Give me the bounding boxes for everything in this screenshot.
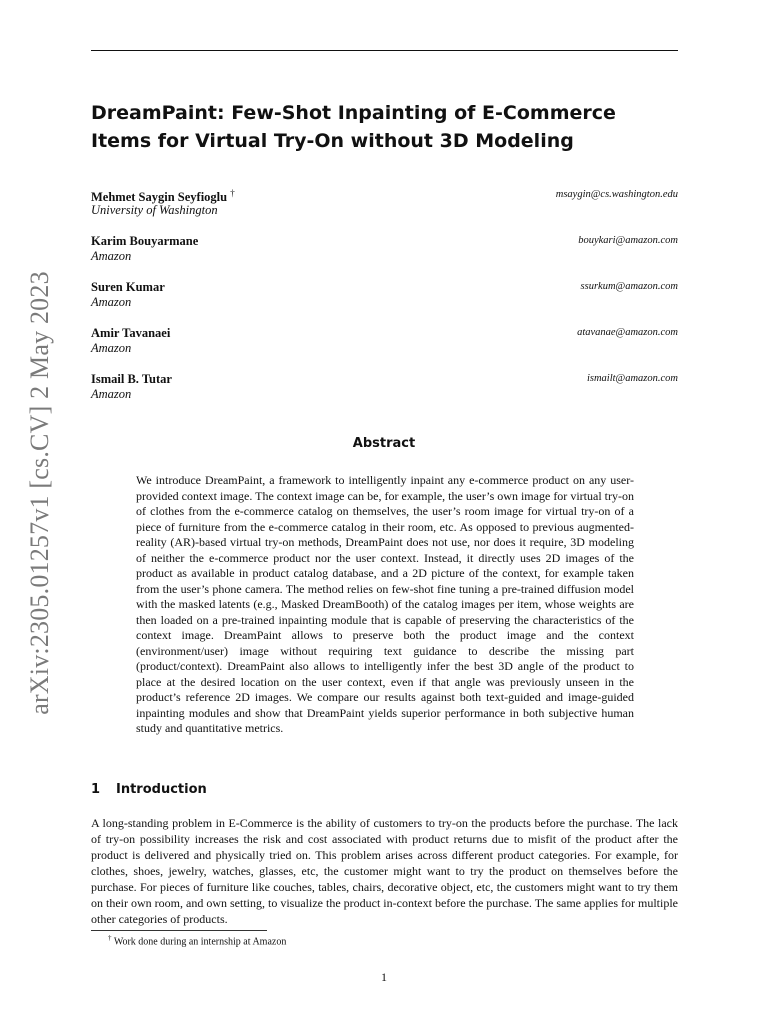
- author-email[interactable]: ssurkum@amazon.com: [580, 281, 678, 292]
- author-affiliation: Amazon: [91, 387, 132, 401]
- section-title: Introduction: [116, 782, 207, 797]
- author-block: [91, 372, 678, 408]
- author-name: Mehmet Saygin Seyfioglu †: [91, 188, 235, 205]
- author-name: Suren Kumar: [91, 280, 165, 294]
- page-number: 1: [381, 970, 387, 984]
- section-heading: [91, 782, 207, 797]
- abstract-text: We introduce DreamPaint, a framework to intelligently inpaint any e-commerce product on any user-provided context image. The context image can be, for example, the user’s own image for virtual try-on of clothes from the e-commerce catalog on themselves, the user’s room image for virtual try-on of a piece of furniture from the e-commerce catalog in their room, etc. As opposed to previous augmented-reality (AR)-based virtual try-on methods, DreamPaint does not use, nor does it require, 3D modeling of neither the e-commerce product nor the user context. Instead, it directly uses 2D images of the product as available in product catalog database, and a 2D picture of the context, for example taken from the user’s phone camera. The method relies on few-shot fine tuning a pre-trained diffusion model with the masked latents (e.g., Masked DreamBooth) of the catalog images per item, whose weights are then loaded on a pre-trained inpainting module that is capable of preserving the characteristics of the context image. DreamPaint allows to preserve both the product image and the context (environment/user) image without requiring text guidance to describe the missing part (product/context). DreamPaint also allows to intelligently infer the best 3D angle of the product to place at the desired location on the user context, even if that angle was previously unseen in the product’s reference 2D images. We compare our results against both text-guided and image-guided inpainting modules and show that DreamPaint yields superior performance in both subjective human study and quantitative metrics.: [136, 473, 634, 735]
- footnote-text: Work done during an internship at Amazon: [113, 936, 287, 948]
- introduction-text: A long-standing problem in E-Commerce is the ability of customers to try-on the products before the purchase. The lack of try-on possibility increases the risk and cost associated with product returns due to misfit of the product after the product is delivered and physically tried on. This problem arises across different product categories. For example, for clothes, shoes, jewelry, watches, glasses, etc, the customer might want to try the product on themselves before the purchase. For pieces of furniture like couches, tables, chairs, decorative object, etc, the customers might want to try them on their own room, and own setting, to visualize the product in-context before the purchase. The same applies for multiple other categories of products.: [91, 816, 678, 926]
- author-affiliation: Amazon: [91, 295, 132, 309]
- arxiv-identifier-stamp: arXiv:2305.01257v1 [cs.CV] 2 May 2023: [25, 271, 54, 715]
- author-block: [91, 326, 678, 362]
- author-email[interactable]: msaygin@cs.washington.edu: [555, 189, 678, 200]
- author-block: [91, 234, 678, 270]
- author-affiliation: University of Washington: [91, 203, 218, 217]
- paper-title: DreamPaint: Few-Shot Inpainting of E-Commerce Items for Virtual Try-On without 3D Modeling: [91, 102, 616, 152]
- author-affiliation: Amazon: [91, 249, 132, 263]
- author-block: [91, 280, 678, 316]
- top-rule: [91, 50, 678, 51]
- author-affiliation: Amazon: [91, 341, 132, 355]
- author-block: [91, 188, 678, 224]
- author-email[interactable]: ismailt@amazon.com: [586, 373, 678, 384]
- author-footnote-mark: †: [230, 188, 235, 198]
- footnote-mark: †: [108, 934, 112, 942]
- author-name: Amir Tavanaei: [91, 326, 171, 340]
- author-name: Karim Bouyarmane: [91, 234, 199, 248]
- author-email[interactable]: atavanae@amazon.com: [577, 327, 678, 338]
- author-email[interactable]: bouykari@amazon.com: [578, 235, 678, 246]
- footnote-rule: [91, 930, 267, 931]
- abstract-heading: Abstract: [352, 436, 416, 451]
- section-number: 1: [91, 782, 101, 797]
- author-name: Ismail B. Tutar: [91, 372, 172, 386]
- footnote: [108, 934, 286, 947]
